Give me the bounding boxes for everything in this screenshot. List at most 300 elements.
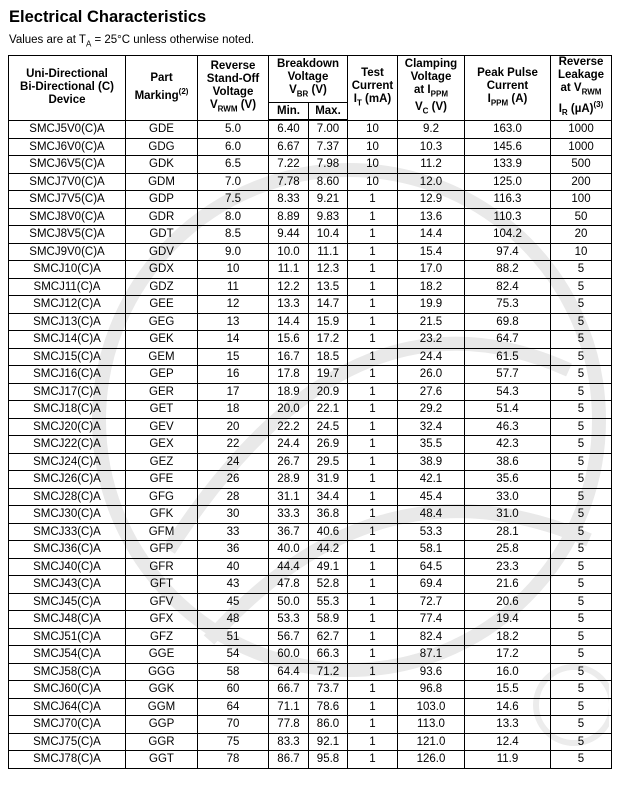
cell-leakage: 5 [551, 681, 612, 699]
table-row [9, 296, 612, 314]
cell-leakage: 5 [551, 453, 612, 471]
cell-clamping: 38.9 [398, 453, 465, 471]
cell-vbr-min: 47.8 [269, 576, 309, 594]
cell-device: SMCJ64(C)A [9, 698, 126, 716]
cell-standoff: 18 [198, 401, 269, 419]
cell-marking: GGR [126, 733, 198, 751]
cell-vbr-min: 28.9 [269, 471, 309, 489]
table-row [9, 733, 612, 751]
cell-marking: GGK [126, 681, 198, 699]
cell-vbr-min: 33.3 [269, 506, 309, 524]
table-row [9, 366, 612, 384]
cell-vbr-max: 7.98 [309, 156, 348, 174]
cell-leakage: 5 [551, 593, 612, 611]
cell-vbr-min: 7.22 [269, 156, 309, 174]
cell-clamping: 69.4 [398, 576, 465, 594]
cell-standoff: 20 [198, 418, 269, 436]
table-row [9, 331, 612, 349]
cell-standoff: 30 [198, 506, 269, 524]
table-row [9, 261, 612, 279]
cell-device: SMCJ18(C)A [9, 401, 126, 419]
cell-device: SMCJ75(C)A [9, 733, 126, 751]
cell-vbr-max: 22.1 [309, 401, 348, 419]
cell-vbr-max: 13.5 [309, 278, 348, 296]
cell-peak-current: 69.8 [465, 313, 551, 331]
cell-device: SMCJ7V5(C)A [9, 191, 126, 209]
cell-standoff: 9.0 [198, 243, 269, 261]
cell-test-current: 1 [348, 541, 398, 559]
cell-test-current: 1 [348, 261, 398, 279]
cell-vbr-min: 44.4 [269, 558, 309, 576]
cell-clamping: 17.0 [398, 261, 465, 279]
cell-marking: GET [126, 401, 198, 419]
cell-vbr-min: 26.7 [269, 453, 309, 471]
cell-test-current: 1 [348, 471, 398, 489]
cell-device: SMCJ6V0(C)A [9, 138, 126, 156]
cell-vbr-max: 20.9 [309, 383, 348, 401]
cell-test-current: 1 [348, 226, 398, 244]
cell-marking: GDX [126, 261, 198, 279]
table-row [9, 453, 612, 471]
cell-device: SMCJ12(C)A [9, 296, 126, 314]
cell-standoff: 12 [198, 296, 269, 314]
cell-standoff: 58 [198, 663, 269, 681]
cell-vbr-max: 19.7 [309, 366, 348, 384]
cell-vbr-max: 9.21 [309, 191, 348, 209]
cell-clamping: 42.1 [398, 471, 465, 489]
cell-clamping: 18.2 [398, 278, 465, 296]
conditions-note: Values are at $T_A = 25^\circ C$ unless otherwise noted. [9, 34, 255, 49]
cell-standoff: 5.0 [198, 120, 269, 138]
cell-leakage: 5 [551, 646, 612, 664]
cell-marking: GEZ [126, 453, 198, 471]
cell-test-current: 1 [348, 698, 398, 716]
cell-test-current: 1 [348, 751, 398, 769]
cell-marking: GEK [126, 331, 198, 349]
cell-device: SMCJ51(C)A [9, 628, 126, 646]
cell-vbr-min: 9.44 [269, 226, 309, 244]
cell-vbr-min: 66.7 [269, 681, 309, 699]
table-row [9, 523, 612, 541]
cell-marking: GFV [126, 593, 198, 611]
cell-standoff: 48 [198, 611, 269, 629]
cell-standoff: 16 [198, 366, 269, 384]
cell-leakage: 10 [551, 243, 612, 261]
cell-clamping: 45.4 [398, 488, 465, 506]
cell-clamping: 87.1 [398, 646, 465, 664]
cell-vbr-max: 18.5 [309, 348, 348, 366]
cell-clamping: 13.6 [398, 208, 465, 226]
table-row [9, 471, 612, 489]
header-breakdown-max: Max. [309, 103, 348, 121]
cell-marking: GGE [126, 646, 198, 664]
cell-leakage: 1000 [551, 120, 612, 138]
cell-peak-current: 104.2 [465, 226, 551, 244]
cell-clamping: 15.4 [398, 243, 465, 261]
cell-vbr-min: 22.2 [269, 418, 309, 436]
cell-standoff: 8.5 [198, 226, 269, 244]
cell-standoff: 15 [198, 348, 269, 366]
cell-marking: GDK [126, 156, 198, 174]
cell-vbr-max: 78.6 [309, 698, 348, 716]
cell-peak-current: 133.9 [465, 156, 551, 174]
table-row [9, 681, 612, 699]
table-row [9, 541, 612, 559]
table-row [9, 698, 612, 716]
table-row [9, 191, 612, 209]
cell-peak-current: 11.9 [465, 751, 551, 769]
cell-leakage: 5 [551, 611, 612, 629]
cell-test-current: 1 [348, 243, 398, 261]
cell-marking: GDR [126, 208, 198, 226]
cell-standoff: 7.5 [198, 191, 269, 209]
cell-clamping: 14.4 [398, 226, 465, 244]
cell-clamping: 126.0 [398, 751, 465, 769]
cell-clamping: 93.6 [398, 663, 465, 681]
table-row [9, 120, 612, 138]
cell-leakage: 5 [551, 523, 612, 541]
cell-test-current: 1 [348, 628, 398, 646]
cell-marking: GDE [126, 120, 198, 138]
cell-clamping: 48.4 [398, 506, 465, 524]
cell-standoff: 60 [198, 681, 269, 699]
cell-leakage: 5 [551, 471, 612, 489]
cell-marking: GDZ [126, 278, 198, 296]
cell-leakage: 5 [551, 261, 612, 279]
cell-standoff: 22 [198, 436, 269, 454]
cell-marking: GEX [126, 436, 198, 454]
cell-marking: GGG [126, 663, 198, 681]
cell-vbr-min: 64.4 [269, 663, 309, 681]
cell-leakage: 20 [551, 226, 612, 244]
cell-clamping: 35.5 [398, 436, 465, 454]
table-row [9, 243, 612, 261]
cell-peak-current: 75.3 [465, 296, 551, 314]
table-row [9, 488, 612, 506]
cell-vbr-max: 26.9 [309, 436, 348, 454]
table-row [9, 418, 612, 436]
cell-device: SMCJ10(C)A [9, 261, 126, 279]
cell-marking: GFK [126, 506, 198, 524]
cell-peak-current: 46.3 [465, 418, 551, 436]
cell-leakage: 5 [551, 418, 612, 436]
cell-test-current: 1 [348, 418, 398, 436]
cell-vbr-min: 71.1 [269, 698, 309, 716]
cell-marking: GEG [126, 313, 198, 331]
cell-standoff: 13 [198, 313, 269, 331]
cell-device: SMCJ13(C)A [9, 313, 126, 331]
cell-device: SMCJ6V5(C)A [9, 156, 126, 174]
table-row [9, 278, 612, 296]
cell-leakage: 5 [551, 663, 612, 681]
cell-test-current: 10 [348, 156, 398, 174]
cell-test-current: 1 [348, 488, 398, 506]
table-row [9, 628, 612, 646]
cell-vbr-max: 49.1 [309, 558, 348, 576]
cell-vbr-min: 36.7 [269, 523, 309, 541]
cell-device: SMCJ8V0(C)A [9, 208, 126, 226]
cell-standoff: 45 [198, 593, 269, 611]
cell-clamping: 103.0 [398, 698, 465, 716]
cell-leakage: 5 [551, 401, 612, 419]
table-row [9, 226, 612, 244]
cell-peak-current: 163.0 [465, 120, 551, 138]
cell-standoff: 11 [198, 278, 269, 296]
cell-vbr-max: 29.5 [309, 453, 348, 471]
cell-test-current: 1 [348, 383, 398, 401]
electrical-characteristics-table [8, 55, 612, 769]
cell-vbr-min: 20.0 [269, 401, 309, 419]
cell-device: SMCJ26(C)A [9, 471, 126, 489]
cell-vbr-min: 60.0 [269, 646, 309, 664]
cell-device: SMCJ58(C)A [9, 663, 126, 681]
cell-leakage: 100 [551, 191, 612, 209]
cell-vbr-max: 14.7 [309, 296, 348, 314]
table-row [9, 208, 612, 226]
cell-peak-current: 25.8 [465, 541, 551, 559]
cell-peak-current: 42.3 [465, 436, 551, 454]
cell-test-current: 1 [348, 366, 398, 384]
cell-standoff: 8.0 [198, 208, 269, 226]
cell-clamping: 26.0 [398, 366, 465, 384]
cell-standoff: 28 [198, 488, 269, 506]
cell-peak-current: 88.2 [465, 261, 551, 279]
header-device: Uni-Directional Bi-Directional (C) Device [9, 56, 126, 121]
cell-vbr-max: 9.83 [309, 208, 348, 226]
cell-marking: GDG [126, 138, 198, 156]
cell-clamping: 21.5 [398, 313, 465, 331]
cell-test-current: 1 [348, 436, 398, 454]
cell-peak-current: 35.6 [465, 471, 551, 489]
cell-standoff: 14 [198, 331, 269, 349]
cell-device: SMCJ20(C)A [9, 418, 126, 436]
cell-peak-current: 12.4 [465, 733, 551, 751]
cell-leakage: 5 [551, 296, 612, 314]
cell-standoff: 6.5 [198, 156, 269, 174]
cell-leakage: 500 [551, 156, 612, 174]
cell-vbr-max: 95.8 [309, 751, 348, 769]
cell-test-current: 1 [348, 593, 398, 611]
cell-vbr-max: 92.1 [309, 733, 348, 751]
cell-peak-current: 17.2 [465, 646, 551, 664]
cell-test-current: 1 [348, 716, 398, 734]
cell-device: SMCJ28(C)A [9, 488, 126, 506]
cell-vbr-min: 15.6 [269, 331, 309, 349]
cell-device: SMCJ15(C)A [9, 348, 126, 366]
cell-marking: GGT [126, 751, 198, 769]
cell-vbr-max: 10.4 [309, 226, 348, 244]
header-test-current: Test Current $I_T$ (mA) [348, 56, 398, 121]
cell-clamping: 72.7 [398, 593, 465, 611]
cell-device: SMCJ40(C)A [9, 558, 126, 576]
cell-device: SMCJ54(C)A [9, 646, 126, 664]
cell-peak-current: 18.2 [465, 628, 551, 646]
cell-vbr-min: 11.1 [269, 261, 309, 279]
cell-marking: GFM [126, 523, 198, 541]
cell-vbr-min: 31.1 [269, 488, 309, 506]
table-row [9, 348, 612, 366]
cell-vbr-min: 8.89 [269, 208, 309, 226]
cell-vbr-max: 17.2 [309, 331, 348, 349]
cell-vbr-max: 15.9 [309, 313, 348, 331]
cell-clamping: 10.3 [398, 138, 465, 156]
cell-leakage: 200 [551, 173, 612, 191]
cell-test-current: 1 [348, 733, 398, 751]
cell-device: SMCJ33(C)A [9, 523, 126, 541]
cell-vbr-min: 40.0 [269, 541, 309, 559]
cell-standoff: 36 [198, 541, 269, 559]
cell-device: SMCJ22(C)A [9, 436, 126, 454]
cell-test-current: 1 [348, 506, 398, 524]
cell-leakage: 5 [551, 628, 612, 646]
cell-vbr-max: 66.3 [309, 646, 348, 664]
cell-standoff: 26 [198, 471, 269, 489]
cell-standoff: 40 [198, 558, 269, 576]
cell-leakage: 5 [551, 698, 612, 716]
cell-vbr-max: 58.9 [309, 611, 348, 629]
cell-device: SMCJ11(C)A [9, 278, 126, 296]
cell-test-current: 1 [348, 208, 398, 226]
cell-marking: GFR [126, 558, 198, 576]
cell-vbr-max: 24.5 [309, 418, 348, 436]
cell-vbr-min: 83.3 [269, 733, 309, 751]
cell-clamping: 113.0 [398, 716, 465, 734]
cell-vbr-max: 7.00 [309, 120, 348, 138]
cell-marking: GDT [126, 226, 198, 244]
cell-marking: GER [126, 383, 198, 401]
cell-standoff: 51 [198, 628, 269, 646]
cell-standoff: 6.0 [198, 138, 269, 156]
cell-clamping: 29.2 [398, 401, 465, 419]
cell-test-current: 1 [348, 453, 398, 471]
cell-vbr-min: 86.7 [269, 751, 309, 769]
cell-test-current: 1 [348, 331, 398, 349]
cell-standoff: 7.0 [198, 173, 269, 191]
cell-peak-current: 97.4 [465, 243, 551, 261]
cell-peak-current: 57.7 [465, 366, 551, 384]
cell-vbr-min: 24.4 [269, 436, 309, 454]
cell-vbr-min: 6.67 [269, 138, 309, 156]
cell-marking: GDM [126, 173, 198, 191]
cell-test-current: 1 [348, 191, 398, 209]
cell-device: SMCJ43(C)A [9, 576, 126, 594]
cell-marking: GEM [126, 348, 198, 366]
cell-device: SMCJ36(C)A [9, 541, 126, 559]
table-row [9, 751, 612, 769]
table-row [9, 173, 612, 191]
cell-marking: GEV [126, 418, 198, 436]
cell-device: SMCJ8V5(C)A [9, 226, 126, 244]
table-row [9, 593, 612, 611]
header-breakdown-voltage: Breakdown Voltage $V_{BR}$ (V) [269, 56, 348, 103]
cell-vbr-min: 77.8 [269, 716, 309, 734]
cell-leakage: 5 [551, 733, 612, 751]
header-breakdown-min: Min. [269, 103, 309, 121]
cell-leakage: 5 [551, 278, 612, 296]
cell-clamping: 12.0 [398, 173, 465, 191]
cell-peak-current: 19.4 [465, 611, 551, 629]
header-reverse-leakage: Reverse Leakage at $V_{RWM}$ $I_R$ $(\mu A)^{(3)}$ [551, 56, 612, 121]
cell-clamping: 82.4 [398, 628, 465, 646]
cell-marking: GGM [126, 698, 198, 716]
cell-peak-current: 145.6 [465, 138, 551, 156]
cell-device: SMCJ78(C)A [9, 751, 126, 769]
cell-device: SMCJ30(C)A [9, 506, 126, 524]
cell-device: SMCJ17(C)A [9, 383, 126, 401]
cell-vbr-max: 36.8 [309, 506, 348, 524]
cell-clamping: 32.4 [398, 418, 465, 436]
cell-leakage: 5 [551, 383, 612, 401]
cell-leakage: 5 [551, 716, 612, 734]
cell-vbr-min: 8.33 [269, 191, 309, 209]
cell-clamping: 53.3 [398, 523, 465, 541]
cell-vbr-max: 31.9 [309, 471, 348, 489]
cell-vbr-max: 11.1 [309, 243, 348, 261]
cell-vbr-min: 17.8 [269, 366, 309, 384]
cell-test-current: 1 [348, 278, 398, 296]
table-row [9, 646, 612, 664]
cell-vbr-max: 12.3 [309, 261, 348, 279]
cell-marking: GFZ [126, 628, 198, 646]
cell-device: SMCJ16(C)A [9, 366, 126, 384]
cell-leakage: 5 [551, 313, 612, 331]
cell-test-current: 1 [348, 523, 398, 541]
cell-device: SMCJ9V0(C)A [9, 243, 126, 261]
cell-leakage: 5 [551, 751, 612, 769]
cell-clamping: 12.9 [398, 191, 465, 209]
cell-clamping: 121.0 [398, 733, 465, 751]
cell-device: SMCJ48(C)A [9, 611, 126, 629]
cell-peak-current: 116.3 [465, 191, 551, 209]
cell-standoff: 43 [198, 576, 269, 594]
cell-standoff: 24 [198, 453, 269, 471]
cell-leakage: 5 [551, 488, 612, 506]
cell-standoff: 33 [198, 523, 269, 541]
cell-test-current: 1 [348, 401, 398, 419]
table-row [9, 156, 612, 174]
cell-vbr-max: 55.3 [309, 593, 348, 611]
cell-vbr-min: 16.7 [269, 348, 309, 366]
cell-test-current: 10 [348, 138, 398, 156]
table-row [9, 401, 612, 419]
cell-standoff: 64 [198, 698, 269, 716]
cell-device: SMCJ45(C)A [9, 593, 126, 611]
cell-clamping: 96.8 [398, 681, 465, 699]
table-body [9, 120, 612, 768]
cell-device: SMCJ70(C)A [9, 716, 126, 734]
cell-peak-current: 23.3 [465, 558, 551, 576]
table-row [9, 663, 612, 681]
cell-peak-current: 28.1 [465, 523, 551, 541]
cell-clamping: 24.4 [398, 348, 465, 366]
cell-vbr-max: 73.7 [309, 681, 348, 699]
cell-vbr-min: 53.3 [269, 611, 309, 629]
cell-vbr-max: 62.7 [309, 628, 348, 646]
cell-clamping: 23.2 [398, 331, 465, 349]
cell-test-current: 1 [348, 646, 398, 664]
cell-standoff: 17 [198, 383, 269, 401]
cell-clamping: 77.4 [398, 611, 465, 629]
cell-marking: GFG [126, 488, 198, 506]
cell-test-current: 10 [348, 173, 398, 191]
cell-peak-current: 61.5 [465, 348, 551, 366]
header-part-marking: Part Marking$^{(2)}$ [126, 56, 198, 121]
table-row [9, 383, 612, 401]
header-peak-pulse-current: Peak Pulse Current $I_{PPM}$ (A) [465, 56, 551, 121]
cell-leakage: 5 [551, 436, 612, 454]
cell-vbr-max: 71.2 [309, 663, 348, 681]
cell-vbr-max: 7.37 [309, 138, 348, 156]
